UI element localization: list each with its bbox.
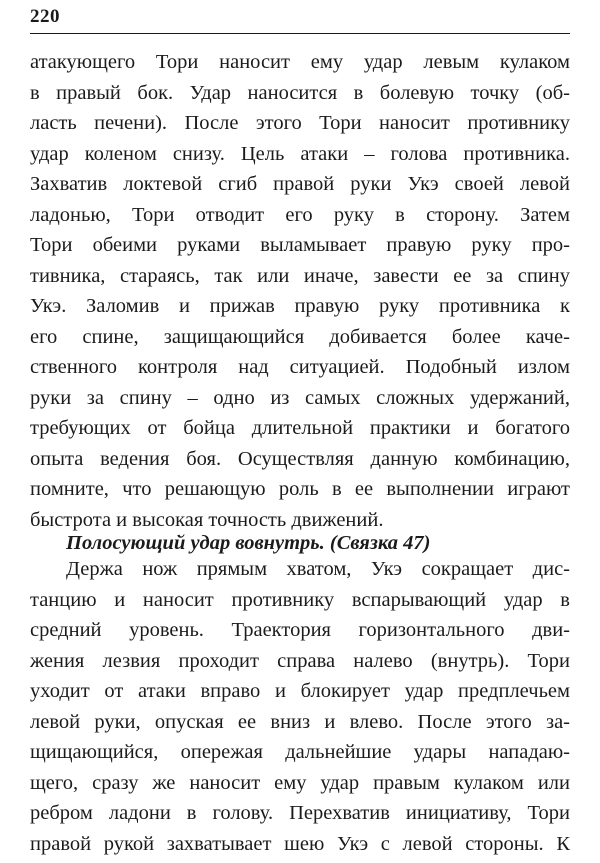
text-line: помните, что решающую роль в ее выполнении играют <box>30 478 570 500</box>
text-line: тивника, стараясь, так или иначе, завести ее за спину <box>30 264 570 287</box>
text-line: Укэ. Заломив и прижав правую руку противника к <box>30 295 570 317</box>
section-heading: Полосующий удар вовнутрь. (Связка 47) <box>66 532 431 554</box>
text-line: его спине, защищающийся добивается более каче- <box>30 325 570 348</box>
text-line: уходит от атаки вправо и блокирует удар предплечьем <box>30 680 570 702</box>
text-line: руки за спину – одно из самых сложных удержаний, <box>30 386 570 409</box>
body-paragraph-2 <box>30 554 570 859</box>
text-line: в правый бок. Удар наносится в болевую точку (об- <box>30 81 570 104</box>
text-line: танцию и наносит противнику вспарывающий удар в <box>30 588 570 611</box>
text-line: средний уровень. Траектория горизонтального дви- <box>30 619 570 641</box>
text-line: быстрота и высокая точность движений. <box>30 508 384 531</box>
text-line: Тори обеими руками выламывает правую руку про- <box>30 234 570 256</box>
text-line: требующих от бойца длительной практики и богатого <box>30 417 570 439</box>
text-line: ласть печени). После этого Тори наносит противнику <box>30 112 570 134</box>
page-number: 220 <box>30 6 60 27</box>
text-line: щищающийся, опережая дальнейшие удары нападаю- <box>30 741 570 763</box>
text-line: атакующего Тори наносит ему удар левым кулаком <box>30 51 570 73</box>
header-rule <box>30 33 570 34</box>
text-line: удар коленом снизу. Цель атаки – голова противника. <box>30 142 570 165</box>
text-line: ладонью, Тори отводит его руку в сторону. Затем <box>30 203 570 226</box>
text-line: ственного контроля над ситуацией. Подобный излом <box>30 356 570 378</box>
text-line: Держа нож прямым хватом, Укэ сокращает дис- <box>66 558 570 580</box>
text-line: левой руки, опуская ее вниз и влево. После этого за- <box>30 710 570 733</box>
text-line: щего, сразу же наносит ему удар правым кулаком или <box>30 771 570 794</box>
text-line: жения лезвия проходит справа налево (внутрь). Тори <box>30 649 570 672</box>
text-line: опыта ведения боя. Осуществляя данную комбинацию, <box>30 447 570 470</box>
text-line: правой рукой захватывает шею Укэ с левой стороны. К <box>30 832 570 855</box>
body-paragraph-1 <box>30 47 570 535</box>
text-line: ребром ладони в голову. Перехватив инициативу, Тори <box>30 802 570 824</box>
text-line: Захватив локтевой сгиб правой руки Укэ своей левой <box>30 173 570 195</box>
